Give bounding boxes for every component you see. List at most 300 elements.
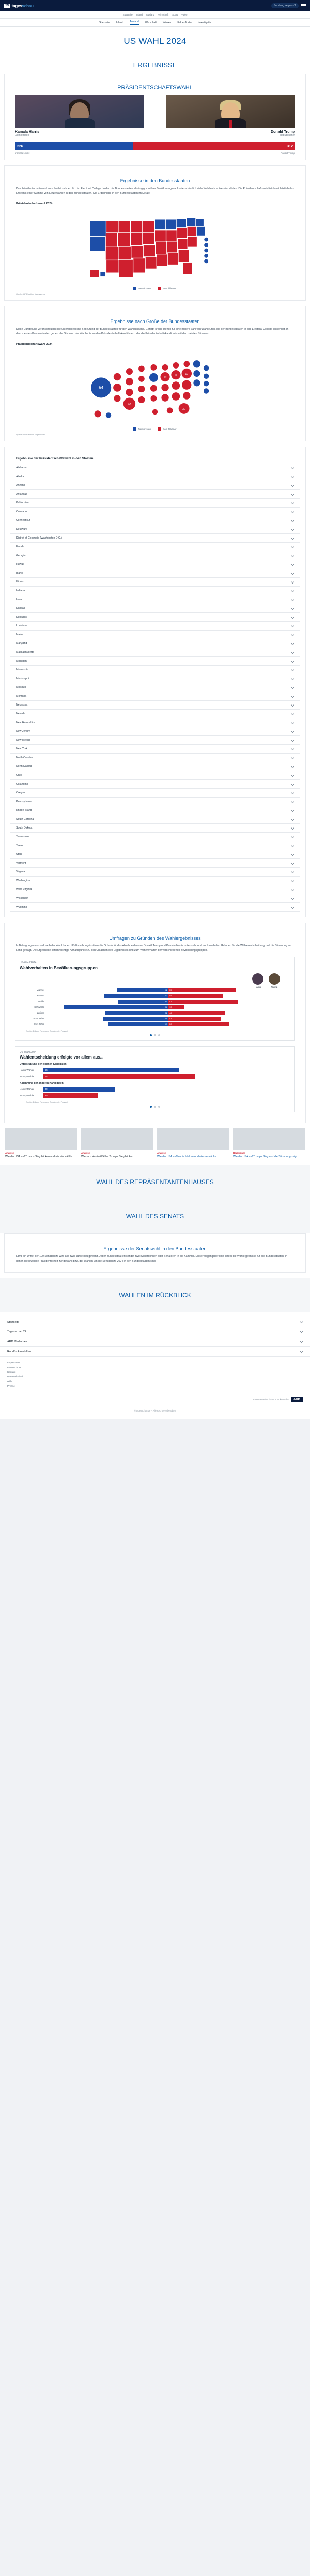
- state-accordion-item[interactable]: [10, 490, 300, 499]
- state-name: Georgia: [16, 554, 26, 558]
- candidate-name: Kamala Harris: [15, 130, 40, 134]
- state-name: Mississippi: [16, 677, 29, 681]
- state-accordion-item[interactable]: [10, 631, 300, 639]
- state-name: Virginia: [16, 870, 25, 874]
- state-accordion-item[interactable]: [10, 754, 300, 762]
- candidate-party: Republikaner: [280, 134, 295, 137]
- top-bar-actions: [271, 3, 306, 8]
- bar-trump: 57: [168, 1000, 238, 1004]
- bar-trump: 43: [168, 1017, 221, 1021]
- state-name: Nevada: [16, 712, 25, 716]
- survey-card-groups: [15, 957, 295, 1041]
- map2-legend: [10, 425, 300, 432]
- chevron-down-icon: [291, 615, 295, 619]
- electoral-bar: [15, 142, 295, 150]
- teaser-card[interactable]: [233, 1128, 305, 1159]
- survey-kicker: US-Wahl 2024: [20, 1050, 37, 1054]
- footer-link[interactable]: Barrierefreiheit: [7, 1375, 24, 1378]
- nav-item-wirtschaft[interactable]: Wirtschaft: [145, 21, 157, 24]
- chevron-down-icon: [291, 800, 295, 803]
- group-label: Männer: [36, 989, 44, 992]
- state-accordion-item[interactable]: [10, 718, 300, 727]
- svg-text:17: 17: [174, 374, 178, 378]
- state-accordion-item[interactable]: [10, 525, 300, 534]
- motivation-bar: 26: [43, 1093, 98, 1098]
- footer-item-label: Tagesschau 24: [7, 1330, 26, 1333]
- state-accordion-item[interactable]: [10, 771, 300, 780]
- group-label: Weiße: [38, 1000, 44, 1003]
- chevron-down-icon: [291, 782, 295, 786]
- electoral-bar-trump: 312: [133, 142, 295, 150]
- chevron-down-icon: [291, 580, 295, 584]
- chevron-down-icon: [291, 817, 295, 821]
- state-accordion-item[interactable]: [10, 613, 300, 622]
- state-accordion-item[interactable]: [10, 701, 300, 710]
- chevron-down-icon: [291, 562, 295, 566]
- teaser-title[interactable]: Wie die USA auf Trumps Sieg und die Stimmung zeigt: [233, 1155, 297, 1158]
- teaser-kicker: Analyse: [81, 1151, 90, 1154]
- svg-text:19: 19: [185, 373, 189, 376]
- states-accordion-title: Ergebnisse der Präsidentschaftswahl in den Staaten: [16, 457, 94, 461]
- state-name: South Dakota: [16, 826, 33, 830]
- crowd-photo-image: [157, 1128, 229, 1150]
- chevron-down-icon: [291, 720, 295, 724]
- chevron-down-icon: [300, 1339, 303, 1343]
- group-label: Latinos: [37, 1011, 44, 1015]
- chevron-down-icon: [291, 536, 295, 540]
- state-accordion-item[interactable]: [10, 762, 300, 771]
- group-bars: [47, 1000, 290, 1004]
- newspaper-front-page-image: [5, 1128, 77, 1150]
- candidate-harris: [15, 95, 144, 137]
- nav-item-ausland[interactable]: Ausland: [130, 20, 139, 25]
- state-accordion-item[interactable]: [10, 806, 300, 815]
- svg-text:30: 30: [182, 408, 185, 411]
- map2-source: Quelle: AP/Election, tagesschau: [16, 433, 45, 436]
- candidate-trump: [166, 95, 295, 137]
- subnav-item[interactable]: Sport: [172, 13, 178, 16]
- motivation-bar: 34: [43, 1087, 115, 1092]
- state-name: Idaho: [16, 572, 23, 575]
- state-accordion-item[interactable]: [10, 736, 300, 745]
- svg-text:19: 19: [163, 376, 167, 380]
- chevron-down-icon: [291, 835, 295, 838]
- state-name: Rhode Island: [16, 809, 32, 812]
- state-name: Colorado: [16, 510, 27, 514]
- survey-group-row: [20, 988, 290, 992]
- state-accordion-item[interactable]: [10, 868, 300, 877]
- chevron-down-icon: [291, 483, 295, 487]
- state-accordion-item[interactable]: [10, 850, 300, 859]
- survey-head-trump: Trump: [269, 973, 280, 988]
- survey-rows-support: [20, 1068, 290, 1079]
- group-bars: [47, 994, 290, 998]
- state-accordion-item[interactable]: [10, 516, 300, 525]
- chevron-down-icon: [291, 597, 295, 601]
- bar-trump: 46: [168, 1011, 225, 1015]
- state-name: Florida: [16, 545, 24, 549]
- survey-motivation-row: [20, 1068, 290, 1072]
- state-name: Missouri: [16, 686, 26, 689]
- footer-link[interactable]: Impressum: [7, 1361, 20, 1364]
- rally-photo-image: [233, 1128, 305, 1150]
- state-accordion-item[interactable]: [10, 508, 300, 516]
- teaser-card[interactable]: [157, 1128, 229, 1159]
- top-bar: [0, 0, 310, 11]
- state-accordion-item[interactable]: [10, 534, 300, 543]
- chevron-down-icon: [291, 773, 295, 777]
- senate-paragraph: Etwa ein Drittel der 100 Senatssitze wird alle zwei Jahre neu gewählt. Jeder Bundesstaat entsendet zwei Senatorinnen oder Senatoren in die Kammer. Diese Vorgangsberichte liefern die Wahlergebnisse für alle Bundesstaaten, in denen die jeweilige Präsidentschaft zur gewählt bzw. der Wahlen um die Senatssitze 2024 in den Bundesstaaten sind.: [16, 1255, 287, 1263]
- state-name: Louisiana: [16, 624, 28, 628]
- surveys-card: [4, 923, 306, 1123]
- chevron-down-icon: [291, 659, 295, 663]
- chevron-down-icon: [291, 694, 295, 698]
- state-accordion-item[interactable]: [10, 683, 300, 692]
- state-accordion-item[interactable]: [10, 499, 300, 508]
- survey-group-row: [20, 994, 290, 998]
- survey-title: Wahlentscheidung erfolgte vor allem aus...: [20, 1054, 104, 1060]
- bar-harris: 86: [64, 1005, 168, 1009]
- state-name: Tennessee: [16, 835, 29, 839]
- state-accordion-item[interactable]: [10, 789, 300, 798]
- state-accordion-item[interactable]: [10, 903, 300, 912]
- survey-source: Quelle: Edison Research, Angaben in Prozent: [26, 1100, 68, 1103]
- chevron-down-icon: [291, 747, 295, 750]
- state-name: Kalifornien: [16, 501, 29, 505]
- candidate-name: Donald Trump: [270, 130, 295, 134]
- footer-item[interactable]: [0, 1337, 310, 1347]
- state-name: Indiana: [16, 589, 25, 593]
- state-accordion-item[interactable]: [10, 622, 300, 631]
- state-name: Maine: [16, 633, 24, 637]
- state-name: North Carolina: [16, 756, 34, 760]
- teaser-row: [0, 1128, 310, 1166]
- voters-photo-image: [81, 1128, 153, 1150]
- chevron-down-icon: [291, 589, 295, 592]
- candidate-photo-harris: [15, 95, 144, 128]
- subnav-item[interactable]: Video: [181, 13, 188, 16]
- chevron-down-icon: [291, 887, 295, 891]
- state-name: New Jersey: [16, 730, 30, 733]
- footer-link[interactable]: Kontakt: [7, 1371, 16, 1374]
- carousel-dots[interactable]: [20, 1032, 290, 1036]
- state-name: Arkansas: [16, 493, 27, 496]
- chevron-down-icon: [291, 518, 295, 522]
- nav-item-wissen[interactable]: Wissen: [162, 21, 172, 24]
- state-name: South Carolina: [16, 818, 34, 821]
- us-bubble-svg: [10, 348, 300, 425]
- chevron-down-icon: [291, 510, 295, 513]
- state-accordion-item[interactable]: [10, 578, 300, 587]
- state-accordion-item[interactable]: [10, 859, 300, 868]
- state-name: North Dakota: [16, 765, 32, 769]
- map1-chart-label: Präsidentschaftswahl 2024: [16, 202, 53, 206]
- chevron-down-icon: [300, 1329, 303, 1333]
- state-name: Vermont: [16, 862, 26, 865]
- state-name: Wisconsin: [16, 897, 28, 900]
- chevron-down-icon: [291, 852, 295, 856]
- state-name: Connecticut: [16, 519, 30, 523]
- bar-trump: 13: [168, 1005, 184, 1009]
- state-accordion-item[interactable]: [10, 885, 300, 894]
- chevron-down-icon: [291, 606, 295, 610]
- state-accordion-item[interactable]: [10, 824, 300, 833]
- state-name: New Mexico: [16, 739, 31, 742]
- chevron-down-icon: [291, 571, 295, 575]
- state-name: Kansas: [16, 607, 25, 610]
- map1-paragraph: Das Präsidentschaftswahl entscheidet sich letztlich im Electoral College. In dau die Bundesstaaten abhängig von ihrer Bevölkerungszahl unterschiedlich viele Wahlleute entsenden dürfen. Die Präsidentschaftswahl ist damit letztlich das Ergebnis einer Summe von Einzelwahlen in den Bundesstaaten. Die Ergebnisse in den Bundesstaaten im Detail:: [16, 187, 294, 195]
- state-name: New Hampshire: [16, 721, 35, 725]
- subnav-item[interactable]: Wirtschaft: [158, 13, 169, 16]
- state-name: New York: [16, 747, 27, 751]
- state-name: West Virginia: [16, 888, 32, 892]
- survey-group-row: [20, 1017, 290, 1021]
- survey-sub-head-2: Ablehnung der anderen Kandidaten: [20, 1081, 64, 1085]
- chevron-down-icon: [291, 712, 295, 715]
- chevron-down-icon: [291, 826, 295, 830]
- state-name: Washington: [16, 879, 30, 883]
- teaser-card[interactable]: [5, 1128, 77, 1159]
- bar-trump: 55: [168, 988, 236, 992]
- teaser-kicker: Analyse: [5, 1151, 14, 1154]
- group-bars: [47, 1017, 290, 1021]
- state-name: Montana: [16, 695, 27, 698]
- state-name: Texas: [16, 844, 23, 848]
- map1-title: Ergebnisse in den Bundesstaaten: [120, 178, 190, 183]
- state-name: Utah: [16, 853, 22, 856]
- state-accordion-item[interactable]: [10, 551, 300, 560]
- subnav-item[interactable]: Inland: [136, 13, 143, 16]
- state-name: Arizona: [16, 484, 25, 487]
- footer-link[interactable]: Hilfe: [7, 1380, 12, 1383]
- bar-harris: 53: [104, 994, 168, 998]
- site-logo[interactable]: [4, 4, 34, 8]
- chevron-down-icon: [291, 474, 295, 478]
- teaser-title[interactable]: Wie sich Harris-Wähler Trumps Sieg blicken: [81, 1155, 134, 1158]
- state-map-card: [4, 165, 306, 301]
- state-accordion-item[interactable]: [10, 587, 300, 595]
- state-accordion-item[interactable]: [10, 569, 300, 578]
- state-accordion-item[interactable]: [10, 481, 300, 490]
- state-accordion-item[interactable]: [10, 648, 300, 657]
- group-label: Frauen: [37, 994, 44, 998]
- bar-harris: 54: [103, 1017, 168, 1021]
- survey-group-row: [20, 1005, 290, 1009]
- carousel-dot[interactable]: [154, 1106, 156, 1108]
- nav-item-faktenfinder[interactable]: Faktenfinder: [177, 21, 192, 24]
- chevron-down-icon: [291, 791, 295, 794]
- carousel-dot[interactable]: [150, 1106, 152, 1108]
- state-accordion-item[interactable]: [10, 780, 300, 789]
- state-name: Hawaii: [16, 563, 24, 566]
- survey-candidate-heads: [20, 973, 290, 988]
- footer-item-label: Rundfunkanstalten: [7, 1350, 31, 1353]
- footer-item[interactable]: [0, 1347, 310, 1357]
- state-accordion-item[interactable]: [10, 604, 300, 613]
- motivation-label: Trump-Wähler: [20, 1094, 35, 1097]
- legend-republican: Republikaner: [158, 427, 177, 431]
- chevron-down-icon: [291, 738, 295, 742]
- teaser-title[interactable]: Wie die USA auf Trumps Sieg blicken und wie sie wählte: [5, 1155, 72, 1158]
- state-name: Illinois: [16, 580, 24, 584]
- presidential-results-card: [4, 74, 306, 160]
- survey-group-bars: [20, 988, 290, 1026]
- map2-title: Ergebnisse nach Größe der Bundesstaaten: [110, 319, 200, 325]
- nav-item-inland[interactable]: Inland: [116, 21, 123, 24]
- survey-title: Wahlverhalten in Bevölkerungsgruppen: [20, 965, 98, 970]
- teaser-card[interactable]: [81, 1128, 153, 1159]
- chevron-down-icon: [291, 554, 295, 557]
- footer-item[interactable]: [0, 1327, 310, 1337]
- footer-link[interactable]: Datenschutz: [7, 1366, 21, 1369]
- chevron-down-icon: [291, 641, 295, 645]
- bar-harris: 52: [105, 1011, 168, 1015]
- state-name: Nebraska: [16, 703, 28, 707]
- carousel-dot[interactable]: [150, 1034, 152, 1036]
- us-bubble-map[interactable]: [10, 348, 300, 425]
- state-accordion-item[interactable]: [10, 543, 300, 551]
- group-label: 18-29 Jahre: [32, 1017, 44, 1020]
- chevron-down-icon: [291, 729, 295, 733]
- chevron-down-icon: [291, 879, 295, 882]
- chevron-down-icon: [291, 545, 295, 548]
- map1-source: Quelle: AP/Election, tagesschau: [16, 293, 45, 296]
- survey-rows-rejection: [20, 1087, 290, 1098]
- carousel-dot[interactable]: [158, 1034, 160, 1036]
- chevron-down-icon: [291, 633, 295, 636]
- candidate-party: Demokraten: [15, 134, 29, 137]
- chevron-down-icon: [291, 703, 295, 707]
- state-name: Alabama: [16, 466, 27, 470]
- survey-head-harris: Harris: [252, 973, 264, 988]
- hamburger-menu-icon[interactable]: [301, 4, 306, 8]
- survey-group-row: [20, 1000, 290, 1004]
- state-name: Alaska: [16, 475, 24, 479]
- states-accordion-card: [4, 447, 306, 917]
- state-name: District of Columbia (Washington D.C.): [16, 536, 62, 540]
- state-accordion-item[interactable]: [10, 666, 300, 674]
- state-name: Iowa: [16, 598, 22, 602]
- survey-sub-head-1: Unterstützung der eigenen Kandidatin: [20, 1062, 67, 1066]
- subnav-item[interactable]: Startseite: [122, 13, 133, 16]
- nav-item-startseite[interactable]: Startseite: [99, 21, 110, 24]
- nav-item-investigativ[interactable]: Investigativ: [198, 21, 211, 24]
- survey-motivation-row: [20, 1093, 290, 1098]
- logo-mark: TS: [5, 4, 9, 7]
- state-accordion-item[interactable]: [10, 894, 300, 903]
- chevron-down-icon: [291, 870, 295, 873]
- ard-logo: ARD: [291, 1397, 303, 1402]
- map2-paragraph: Diese Darstellung veranschaulicht die unterschiedliche Bedeutung der Bundesstaaten für den Wahlausgang. Gefärbt kreise stehen für eine höhere Zahl von Wahlleuten, die der Bundesstaaten in das Electoral College entsendet. In dem meisten Bundesstaaten gehen alle Stimmen der Wahlleute an den Präsidentschaftskandidaten oder die Präsidentschaftskandidatin mit den meisten Stimmen.: [16, 328, 289, 336]
- motivation-bar: 64: [43, 1068, 179, 1072]
- states-list: [10, 464, 300, 912]
- legend-republican: Republikaner: [158, 287, 177, 290]
- footer-items: [0, 1317, 310, 1357]
- motivation-bar: 72: [43, 1074, 195, 1079]
- bar-harris: 49: [109, 1022, 168, 1026]
- subnav-item[interactable]: Ausland: [146, 13, 155, 16]
- survey-kicker: US-Wahl 2024: [20, 961, 37, 964]
- group-bars: [47, 1011, 290, 1015]
- state-name: Massachusetts: [16, 651, 34, 654]
- banner-house[interactable]: WAHL DES REPRÄSENTANTENHAUSES: [0, 1165, 310, 1199]
- chevron-down-icon: [291, 668, 295, 671]
- footer-item[interactable]: [0, 1317, 310, 1327]
- survey-motivation-row: [20, 1087, 290, 1092]
- state-accordion-item[interactable]: [10, 710, 300, 718]
- motivation-label: Harris-Wähler: [20, 1068, 34, 1071]
- chevron-down-icon: [291, 527, 295, 531]
- state-accordion-item[interactable]: [10, 657, 300, 666]
- teaser-title[interactable]: Wie die USA auf Harris blicken und wie sie wählte: [157, 1155, 216, 1158]
- state-accordion-item[interactable]: [10, 841, 300, 850]
- teaser-kicker: Reaktionen: [233, 1151, 246, 1154]
- bar-harris: 42: [117, 988, 168, 992]
- svg-text:54: 54: [99, 385, 104, 390]
- candidate-row: [10, 95, 300, 137]
- state-accordion-item[interactable]: [10, 692, 300, 701]
- group-label: Schwarze: [34, 1006, 44, 1009]
- chevron-down-icon: [291, 492, 295, 496]
- bar-trump: 50: [168, 1022, 229, 1026]
- carousel-dot[interactable]: [158, 1106, 160, 1108]
- footer-item-label: ARD Mediathek: [7, 1340, 27, 1343]
- chevron-down-icon: [291, 677, 295, 680]
- bubble-map-card: [4, 306, 306, 441]
- motivation-label: Trump-Wähler: [20, 1075, 35, 1078]
- footer-link[interactable]: Presse: [7, 1385, 15, 1388]
- carousel-dots[interactable]: [20, 1103, 290, 1108]
- us-choropleth-map[interactable]: [10, 207, 300, 285]
- electoral-bar-harris: 226: [15, 142, 133, 150]
- teaser-kicker: Analyse: [157, 1151, 166, 1154]
- state-accordion-item[interactable]: [10, 798, 300, 806]
- senate-results-card: [4, 1233, 306, 1272]
- presidential-title: PRÄSIDENTSCHAFTSWAHL: [117, 85, 193, 91]
- group-label: 65+ Jahre: [34, 1023, 44, 1026]
- state-accordion-item[interactable]: [10, 560, 300, 569]
- state-accordion-item[interactable]: [10, 877, 300, 885]
- chevron-down-icon: [291, 808, 295, 812]
- state-accordion-item[interactable]: [10, 674, 300, 683]
- senate-title: Ergebnisse der Senatswahl in den Bundesstaaten: [103, 1246, 207, 1252]
- state-accordion-item[interactable]: [10, 472, 300, 481]
- state-accordion-item[interactable]: [10, 639, 300, 648]
- bar-harris: 41: [118, 1000, 168, 1004]
- chevron-down-icon: [291, 685, 295, 689]
- state-accordion-item[interactable]: [10, 745, 300, 754]
- footer-brand: Eine Gemeinschaftsproduktion der ARD: [0, 1393, 310, 1406]
- banner-overview[interactable]: WAHLEN IM RÜCKBLICK: [0, 1278, 310, 1312]
- banner-senate[interactable]: WAHL DES SENATS: [0, 1199, 310, 1233]
- state-accordion-item[interactable]: [10, 833, 300, 841]
- state-name: Oklahoma: [16, 783, 28, 786]
- survey-group-row: [20, 1011, 290, 1015]
- state-accordion-item[interactable]: [10, 595, 300, 604]
- survey-source: Quelle: Edison Research, Angaben in Prozent: [26, 1029, 68, 1032]
- live-pill[interactable]: Sendung verpasst?: [271, 3, 299, 8]
- sub-nav: [0, 11, 310, 19]
- state-name: Wyoming: [16, 906, 27, 909]
- footer-links: [0, 1357, 310, 1393]
- carousel-dot[interactable]: [154, 1034, 156, 1036]
- state-accordion-item[interactable]: [10, 815, 300, 824]
- state-accordion-item[interactable]: [10, 464, 300, 472]
- state-accordion-item[interactable]: [10, 727, 300, 736]
- survey-motivation-row: [20, 1074, 290, 1079]
- map2-chart-label: Präsidentschaftswahl 2024: [16, 343, 53, 346]
- group-bars: [47, 1005, 290, 1009]
